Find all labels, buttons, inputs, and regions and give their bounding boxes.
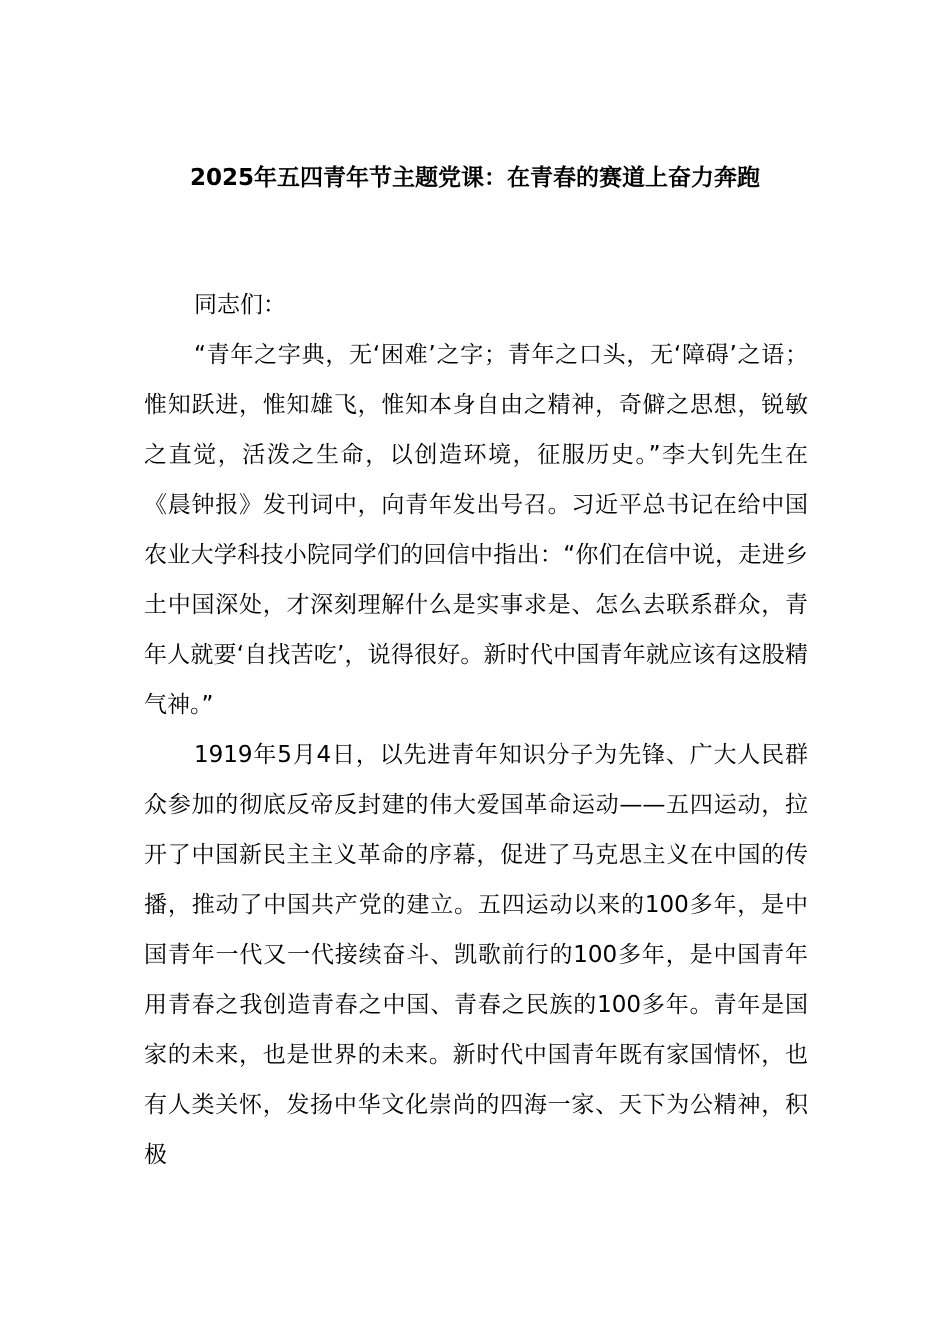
paragraph-2: 1919年5月4日，以先进青年知识分子为先锋、广大人民群众参加的彻底反帝反封建的伟大爱国革命运动——五四运动，拉开了中国新民主主义革命的序幕，促进了马克思主义在中国的传播，推动了中国共产党的建立。五四运动以来的100多年，是中国青年一代又一代接续奋斗、凯歌前行的100多年，是中国青年用青春之我创造青春之中国、青春之民族的100多年。青年是国家的未来，也是世界的未来。新时代中国青年既有家国情怀，也有人类关怀，发扬中华文化崇尚的四海一家、天下为公精神，积极 [144, 742, 808, 1168]
paragraph-1: “青年之字典，无‘困难’之字；青年之口头，无‘障碍’之语；惟知跃进，惟知雄飞，惟知本身自由之精神，奇僻之思想，锐敏之直觉，活泼之生命，以创造环境，征服历史。”李大钊先生在《晨钟报》发刊词中，向青年发出号召。习近平总书记在给中国农业大学科技小院同学们的回信中指出：“你们在信中说，走进乡土中国深处，才深刻理解什么是实事求是、怎么去联系群众，青年人就要‘自找苦吃’，说得很好。新时代中国青年就应该有这股精气神。” [144, 342, 808, 718]
salutation: 同志们： [194, 292, 286, 318]
document-title: 2025年五四青年节主题党课：在青春的赛道上奋力奔跑 [189, 165, 760, 191]
document-body [144, 280, 808, 1180]
